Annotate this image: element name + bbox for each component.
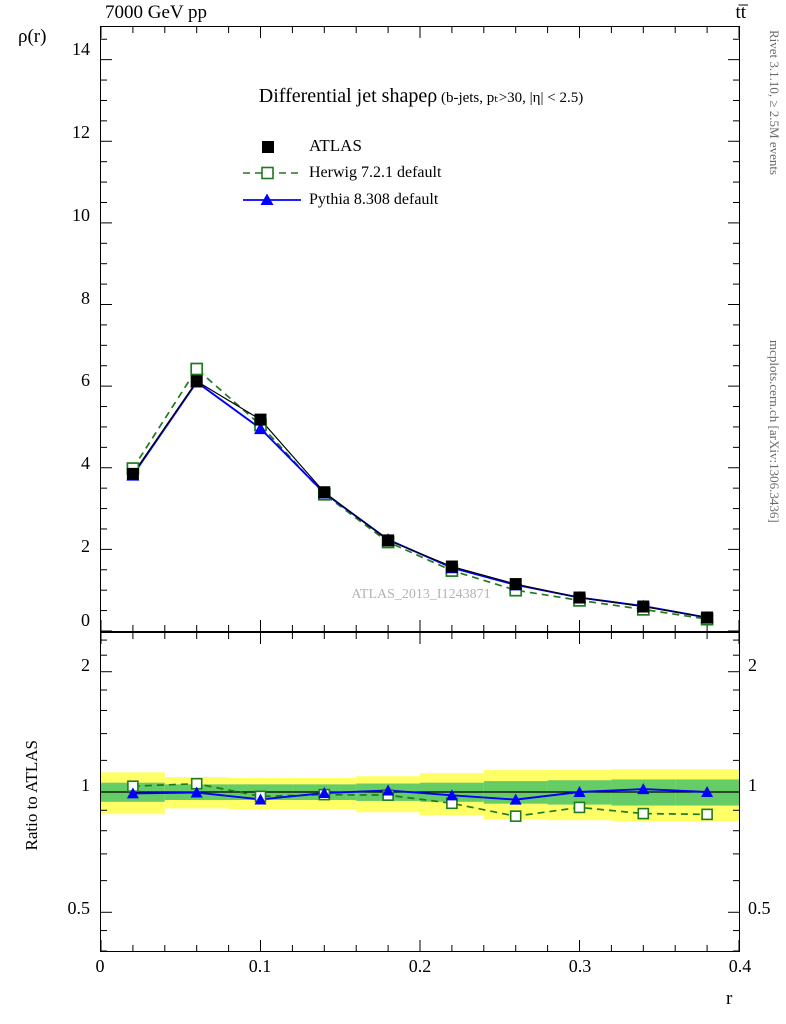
legend-label-atlas: ATLAS <box>309 135 362 155</box>
xtick-0.4: 0.4 <box>728 956 752 976</box>
ratio-ytick-0.5-left: 0.5 <box>67 898 90 918</box>
legend-item-herwig <box>241 159 441 186</box>
xtick-0.2: 0.2 <box>408 956 432 976</box>
legend-item-pythia <box>241 186 441 213</box>
main-ytick-10: 10 <box>72 205 90 225</box>
ratio-ytick-2-left: 2 <box>81 655 90 675</box>
plot-title-text: Differential jet shape <box>258 85 428 107</box>
xtick-0.1: 0.1 <box>248 956 272 976</box>
header-beam-label: 7000 GeV pp <box>105 2 208 23</box>
header-process-label: tt̅ <box>735 2 746 23</box>
ratio-plot-canvas <box>101 633 739 951</box>
legend-symbol-data-square <box>241 136 303 156</box>
ratio-ytick-2-right: 2 <box>748 655 757 675</box>
side-caption-events: Rivet 3.1.10, ≥ 2.5M events <box>767 30 782 176</box>
legend-label-pythia: Pythia 8.308 default <box>309 190 439 208</box>
plot-title-subtitle: (b-jets, pₜ>30, |η| < 2.5) <box>437 90 584 106</box>
plot-title-rho: ρ <box>427 85 438 107</box>
ratio-ytick-0.5-right: 0.5 <box>748 898 771 918</box>
legend-item-atlas <box>241 132 441 159</box>
side-caption-arxiv: mcplots.cern.ch [arXiv:1306.3436] <box>767 340 782 523</box>
analysis-watermark: ATLAS_2013_I1243871 <box>351 587 491 602</box>
main-ytick-12: 12 <box>72 122 90 142</box>
main-plot-canvas <box>101 27 739 631</box>
main-ytick-6: 6 <box>81 370 90 390</box>
ratio-ytick-1-right: 1 <box>748 775 757 795</box>
xtick-0: 0 <box>95 956 105 976</box>
main-ytick-0: 0 <box>81 610 90 630</box>
legend-symbol-pythia <box>241 190 303 210</box>
x-axis-label: r <box>726 988 733 1009</box>
plot-title <box>101 85 741 108</box>
xtick-0.3: 0.3 <box>568 956 592 976</box>
legend-label-herwig: Herwig 7.2.1 default <box>309 163 442 181</box>
main-plot-panel <box>100 26 740 632</box>
main-ytick-14: 14 <box>72 39 90 59</box>
legend-symbol-herwig <box>241 163 303 183</box>
main-ytick-4: 4 <box>81 453 90 473</box>
main-ytick-8: 8 <box>81 288 90 308</box>
ratio-ytick-1-left: 1 <box>81 775 90 795</box>
legend <box>241 132 441 213</box>
main-y-axis-label: ρ(r) <box>18 26 47 47</box>
main-ytick-2: 2 <box>81 536 90 556</box>
ratio-y-axis-label: Ratio to ATLAS <box>22 740 41 851</box>
ratio-plot-panel <box>100 632 740 952</box>
